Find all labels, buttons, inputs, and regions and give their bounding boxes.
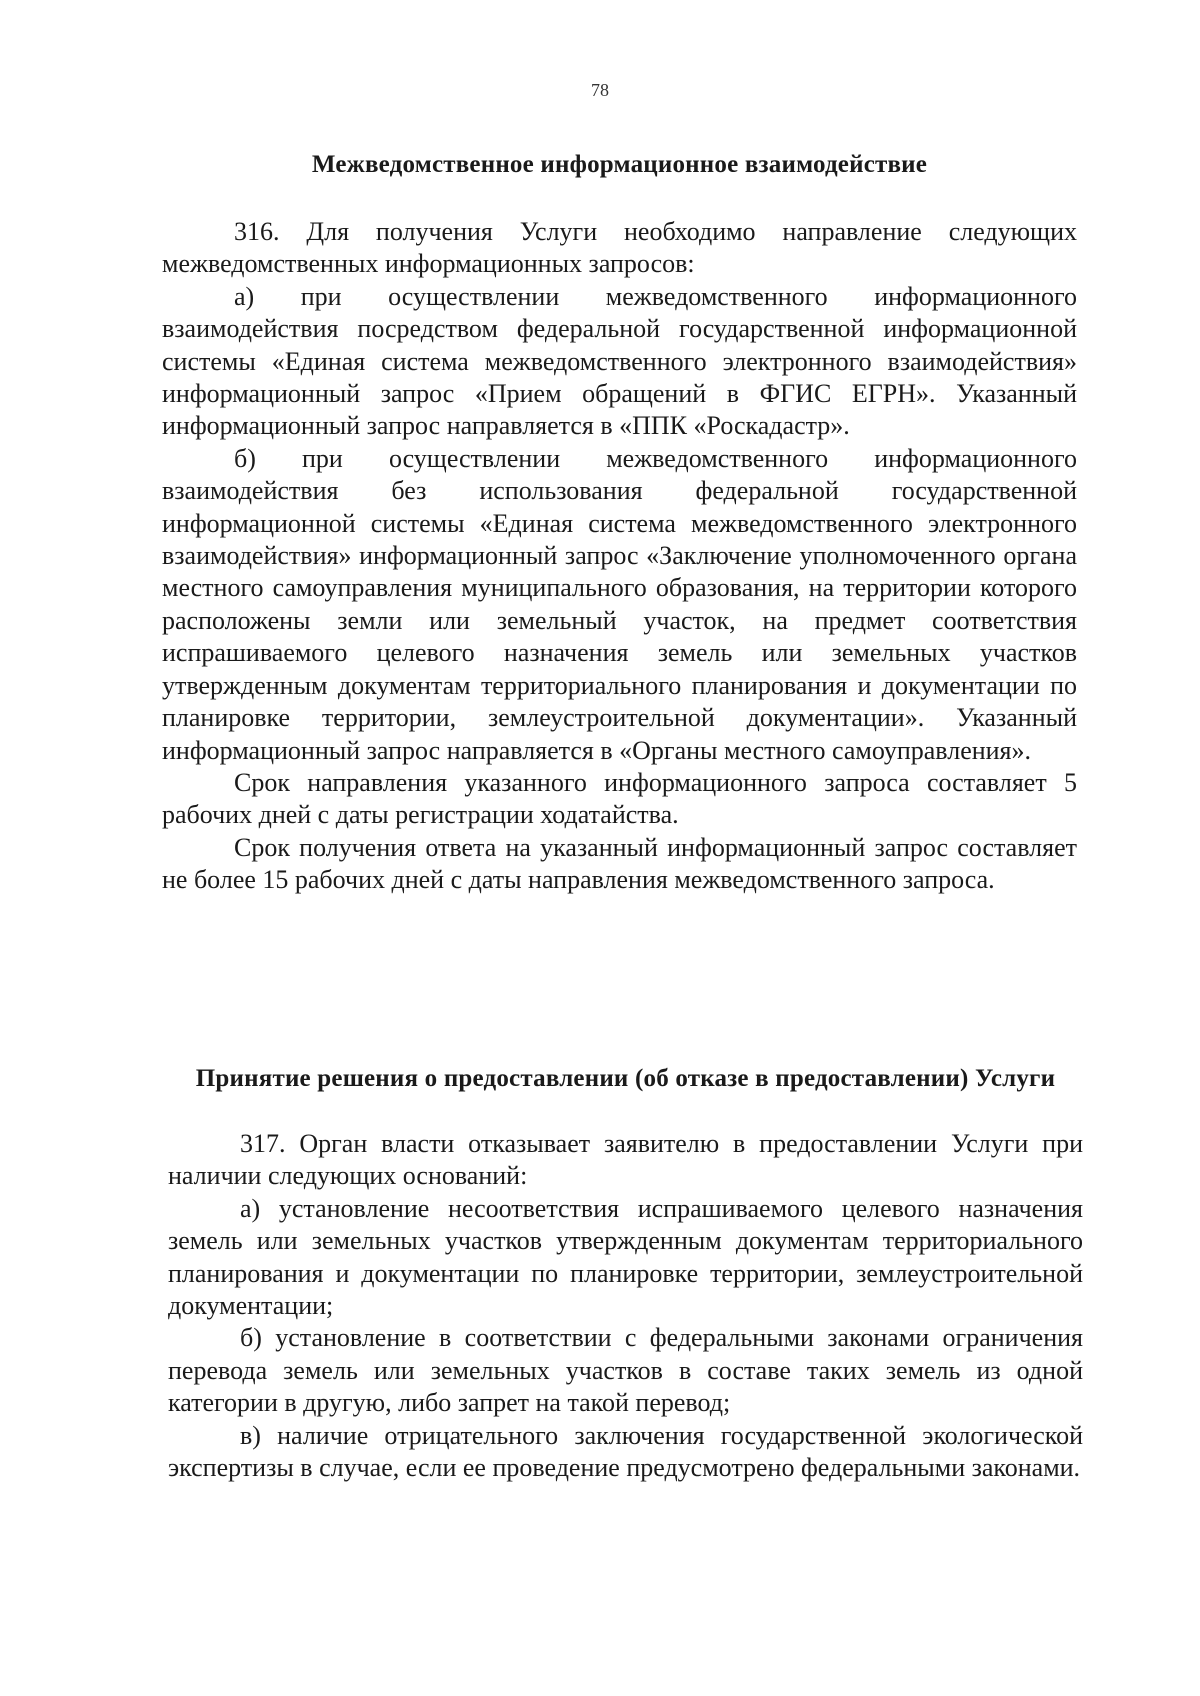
- paragraph-316: 316. Для получения Услуги необходимо направление следующих межведомственных информационных запросов:: [162, 217, 1077, 279]
- section-heading: Межведомственное информационное взаимодействие: [311, 151, 928, 178]
- paragraph-317-a: а) установление несоответствия испрашиваемого целевого назначения земель или земельных участков утвержденным документам территориального планирования и документации по планировке территории, землеустроительной документации;: [168, 1193, 1083, 1321]
- section-interagency-interaction: [162, 148, 1077, 897]
- paragraph-316-b: б) при осуществлении межведомственного информационного взаимодействия без использования федеральной государственной информационной системы «Единая система межведомственного электронного взаимодействия» информационный запрос «Заключение уполномоченного органа местного самоуправления муниципального образования, на территории которого расположены земли или земельный участок, на предмет соответствия испрашиваемого целевого назначения земель или земельных участков утвержденным документам территориального планирования и документации по планировке территории, землеустроительной документации». Указанный информационный запрос направляется в «Органы местного самоуправления».: [162, 443, 1077, 765]
- page-number: 78: [591, 80, 609, 100]
- paragraph-response-deadline: Срок получения ответа на указанный информационный запрос составляет не более 15 рабочих дней с даты направления межведомственного запроса.: [162, 832, 1077, 895]
- paragraph-request-deadline: Срок направления указанного информационного запроса составляет 5 рабочих дней с даты регистрации ходатайства.: [162, 767, 1077, 830]
- paragraph-317-b: б) установление в соответствии с федеральными законами ограничения перевода земель или земельных участков в составе таких земель из одной категории в другую, либо запрет на такой перевод;: [168, 1323, 1083, 1418]
- section-heading: Принятие решения о предоставлении (об отказе в предоставлении) Услуги: [195, 1065, 1056, 1092]
- paragraph-316-a: а) при осуществлении межведомственного информационного взаимодействия посредством федеральной государственной информационной системы «Единая система межведомственного электронного взаимодействия» информационный запрос «Прием обращений в ФГИС ЕГРН». Указанный информационный запрос направляется в «ППК «Роскадастр».: [162, 281, 1077, 441]
- paragraph-317: 317. Орган власти отказывает заявителю в предоставлении Услуги при наличии следующих оснований:: [168, 1129, 1083, 1191]
- paragraph-317-c: в) наличие отрицательного заключения государственной экологической экспертизы в случае, если ее проведение предусмотрено федеральными законами.: [168, 1420, 1083, 1483]
- section-decision: [168, 1062, 1083, 1484]
